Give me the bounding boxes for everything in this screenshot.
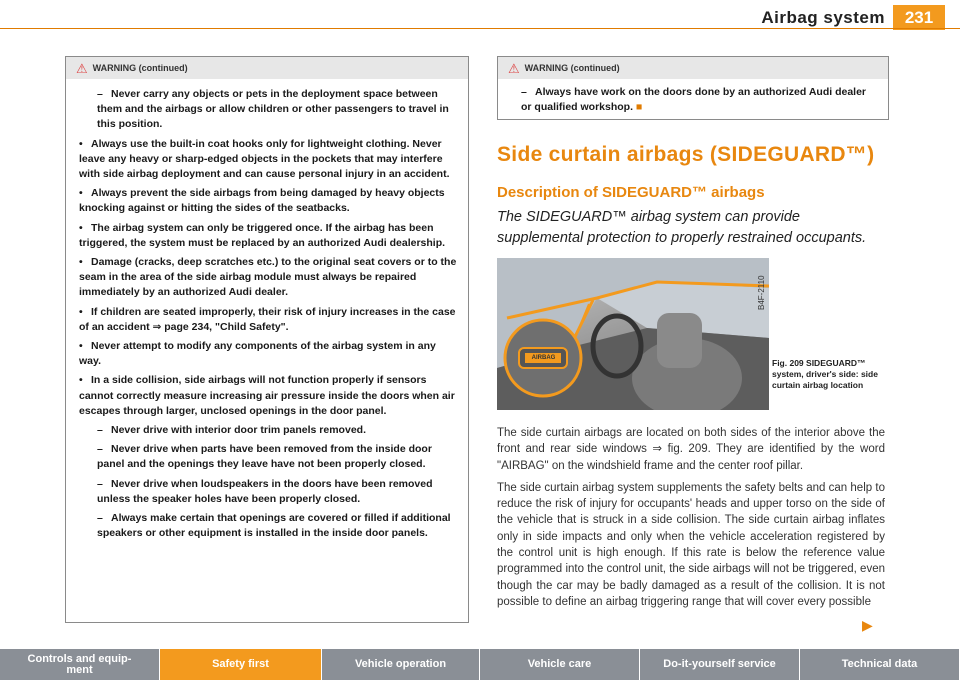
warning-bullet-item xyxy=(79,255,459,301)
warning-bullet-item xyxy=(79,137,459,183)
dash-glyph: – xyxy=(97,477,103,490)
right-warning-body: – Always have work on the doors done by an authorized Audi dealer or qualified workshop. ■ xyxy=(521,86,867,114)
caption-text: SIDEGUARD™ system, driver's side: side curtain airbag location xyxy=(772,358,878,390)
dash-glyph: – xyxy=(97,512,103,525)
warning-dash-item xyxy=(79,477,459,507)
warning-item-text: If children are seated improperly, their risk of injury increases in the case of an accident ⇒ page 234, "Child Safety". xyxy=(79,305,456,333)
section-heading: Side curtain airbags (SIDEGUARD™) xyxy=(497,143,875,166)
header-rule xyxy=(0,28,960,29)
nav-tab-4[interactable]: Vehicle care xyxy=(480,649,640,680)
page-number: 231 xyxy=(893,5,945,30)
dash-glyph: – xyxy=(97,88,103,100)
right-warning-header xyxy=(498,57,888,79)
continue-arrow-icon: ▶ xyxy=(862,617,873,633)
figure-car-interior xyxy=(497,258,769,410)
warning-item-text: Never drive when parts have been removed from the inside door panel and the openings they leave have not been properly closed. xyxy=(97,443,432,471)
bullet-glyph: • xyxy=(79,305,83,318)
warning-dash-item xyxy=(79,423,459,438)
left-warning-title: WARNING (continued) xyxy=(92,63,188,73)
body-paragraph-2: The side curtain airbag system supplements the safety belts and can help to reduce the risk of injury for occupants' heads and upper torso on the side of the vehicle that is struck in a side collision. The side curtain airbag inflates only in side impacts and only when the vehicle acceleration registered by the control unit is high enough. If this rate is below the reference value programmed into the control unit, the side airbags will not be triggered, even though the car may be badly damaged as a result of the collision. It is not possible to define an airbag triggering range that will cover every possible xyxy=(497,481,885,608)
nav-tab-1[interactable]: Controls and equip- ment xyxy=(0,649,160,680)
warning-item-text: Damage (cracks, deep scratches etc.) to the original seat covers or to the seam in the area of the side airbag module must always be repaired immediately by an authorized Audi dealer. xyxy=(79,256,457,299)
section-body xyxy=(497,425,885,616)
warning-dash-item xyxy=(79,511,459,541)
nav-tab-6[interactable]: Technical data xyxy=(800,649,960,680)
warning-dash-item xyxy=(79,442,459,472)
warning-item-text: Never carry any objects or pets in the deployment space between them and the airbags or allow children or other passengers to travel in this position. xyxy=(97,88,449,131)
warning-item-text: Never attempt to modify any components of the airbag system in any way. xyxy=(79,340,436,368)
warning-bullet-item xyxy=(79,373,459,419)
left-warning-header xyxy=(66,57,468,79)
warning-triangle-icon: ⚠ xyxy=(508,60,520,76)
page-header-title: Airbag system xyxy=(761,8,885,27)
right-warning-box xyxy=(497,56,889,120)
warning-item-text: In a side collision, side airbags will not function properly if sensors cannot correctly measure increasing air pressure inside the doors when air escapes through larger, unclosed openings in the door panel. xyxy=(79,374,455,417)
dash-glyph: – xyxy=(97,424,103,437)
footer-chapter-nav xyxy=(0,649,960,680)
warning-item-text: Never drive when loudspeakers in the doors have been removed unless the speaker holes have been properly closed. xyxy=(97,477,433,505)
warning-item-text: Always make certain that openings are covered or filled if additional speakers or other equipment is installed in the inside door panels. xyxy=(97,512,451,540)
warning-item-text: The airbag system can only be triggered once. If the airbag has been triggered, the system must be replaced by an authorized Audi dealership. xyxy=(79,221,446,249)
end-of-section-icon: ■ xyxy=(635,101,643,114)
left-warning-box xyxy=(65,56,469,623)
car-interior-illustration xyxy=(497,258,769,410)
section-lead: The SIDEGUARD™ airbag system can provide supplemental protection to properly restrained occupants. xyxy=(497,209,867,246)
bullet-glyph: • xyxy=(79,374,83,387)
bullet-glyph: • xyxy=(79,256,83,269)
dash-glyph: – xyxy=(97,443,103,456)
warning-item-text: Always use the built-in coat hooks only for lightweight clothing. Never leave any heavy or sharp-edged objects in the pockets that may interfere with side airbag deployment and can cause personal injury in an accident. xyxy=(79,137,450,181)
body-paragraph-1: The side curtain airbags are located on both sides of the interior above the front and rear side windows ⇒ fig. 209. They are identified by the word "AIRBAG" on the windshield frame and the center roof pillar. xyxy=(497,427,885,472)
warning-triangle-icon: ⚠ xyxy=(76,60,88,76)
warning-bullet-item xyxy=(79,339,459,369)
warning-item-text: Never drive with interior door trim panels removed. xyxy=(111,424,366,437)
right-warning-text: Always have work on the doors done by an authorized Audi dealer or qualified workshop. xyxy=(521,86,867,114)
bullet-glyph: • xyxy=(79,137,83,150)
warning-bullet-item xyxy=(79,186,459,216)
left-warning-body xyxy=(66,79,468,541)
right-warning-title: WARNING (continued) xyxy=(524,63,620,73)
bullet-glyph: • xyxy=(79,221,83,234)
caption-number: Fig. 209 xyxy=(772,358,804,368)
figure-code: B4F-2110 xyxy=(757,275,766,310)
warning-bullet-item xyxy=(79,221,459,251)
section-subheading: Description of SIDEGUARD™ airbags xyxy=(497,184,765,201)
figure-airbag-badge: AIRBAG xyxy=(531,355,556,361)
nav-tab-3[interactable]: Vehicle operation xyxy=(322,649,480,680)
warning-item-text: Always prevent the side airbags from being damaged by heavy objects knocking against or hitting the sides of the seatbacks. xyxy=(79,187,445,215)
bullet-glyph: • xyxy=(79,187,83,200)
bullet-glyph: • xyxy=(79,340,83,353)
nav-tab-2[interactable]: Safety first xyxy=(160,649,322,680)
warning-dash-item xyxy=(79,87,459,133)
figure-caption xyxy=(772,358,892,391)
warning-bullet-item xyxy=(79,305,459,335)
nav-tab-5[interactable]: Do-it-yourself service xyxy=(640,649,800,680)
